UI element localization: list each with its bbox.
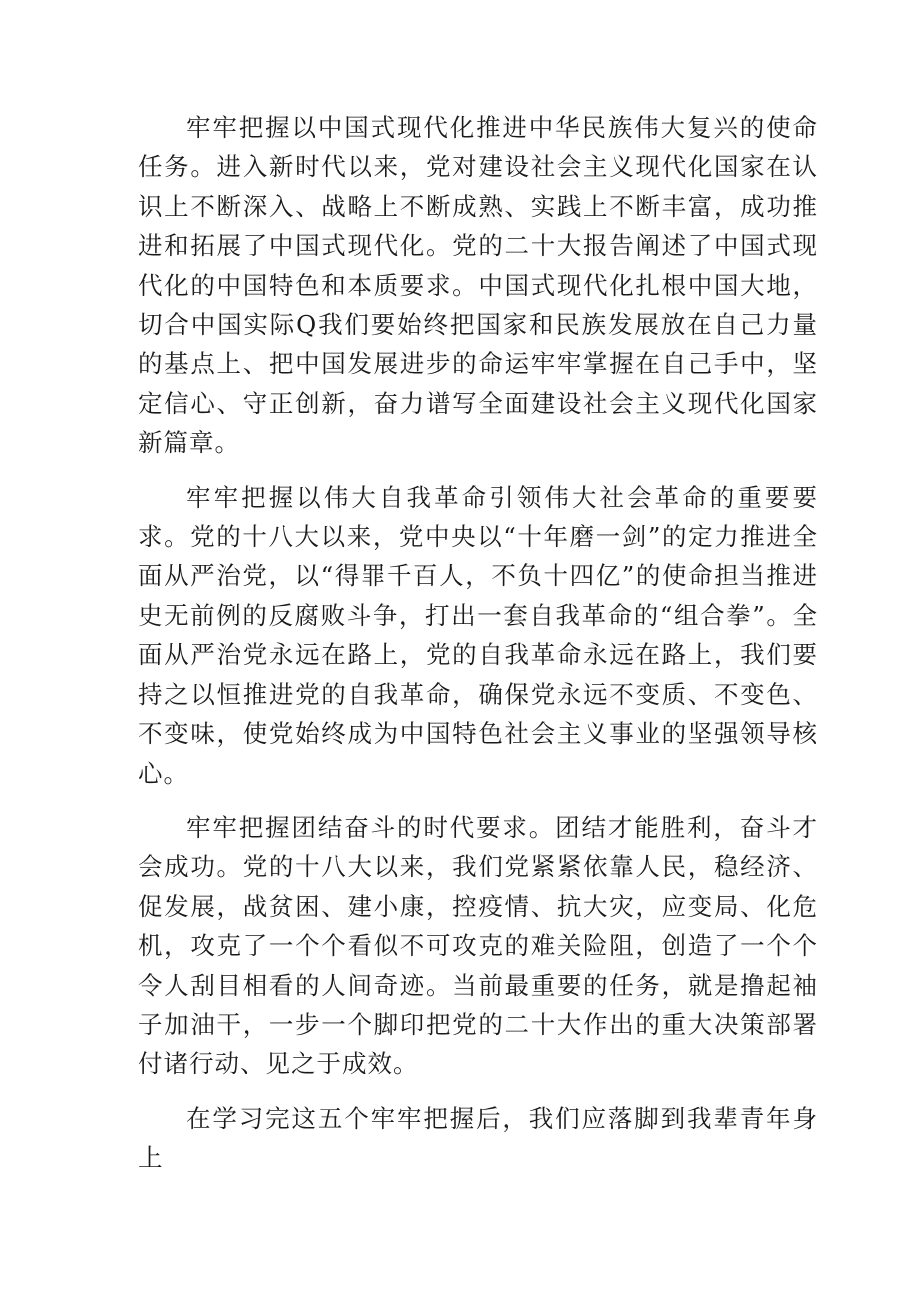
paragraph-youth-conclusion: 在学习完这五个牢牢把握后，我们应落脚到我辈青年身上: [138, 1103, 818, 1173]
document-body: [138, 108, 818, 1193]
paragraph-self-revolution: 牢牢把握以伟大自我革命引领伟大社会革命的重要要求。党的十八大以来，党中央以“十年磨一剑”的定力推进全面从严治党，以“得罪千百人，不负十四亿”的使命担当推进史无前例的反腐败斗争，打出一套自我革命的“组合拳”。全面从严治党永远在路上，党的自我革命永远在路上，我们要持之以恒推进党的自我革命，确保党永远不变质、不变色、不变味，使党始终成为中国特色社会主义事业的坚强领导核心。: [138, 482, 818, 788]
paragraph-chinese-modernization: 牢牢把握以中国式现代化推进中华民族伟大复兴的使命任务。进入新时代以来，党对建设社会主义现代化国家在认识上不断深入、战略上不断成熟、实践上不断丰富，成功推进和拓展了中国式现代化。党的二十大报告阐述了中国式现代化的中国特色和本质要求。中国式现代化扎根中国大地，切合中国实际Q我们要始终把国家和民族发展放在自己力量的基点上、把中国发展进步的命运牢牢掌握在自己手中，坚定信心、守正创新，奋力谱写全面建设社会主义现代化国家新篇章。: [138, 113, 818, 458]
paragraph-unity-struggle: 牢牢把握团结奋斗的时代要求。团结才能胜利，奋斗才会成功。党的十八大以来，我们党紧紧依靠人民，稳经济、促发展，战贫困、建小康，控疫情、抗大灾，应变局、化危机，攻克了一个个看似不可攻克的难关险阻，创造了一个个令人刮目相看的人间奇迹。当前最重要的任务，就是撸起袖子加油干，一步一个脚印把党的二十大作出的重大决策部署付诸行动、见之于成效。: [138, 812, 818, 1079]
